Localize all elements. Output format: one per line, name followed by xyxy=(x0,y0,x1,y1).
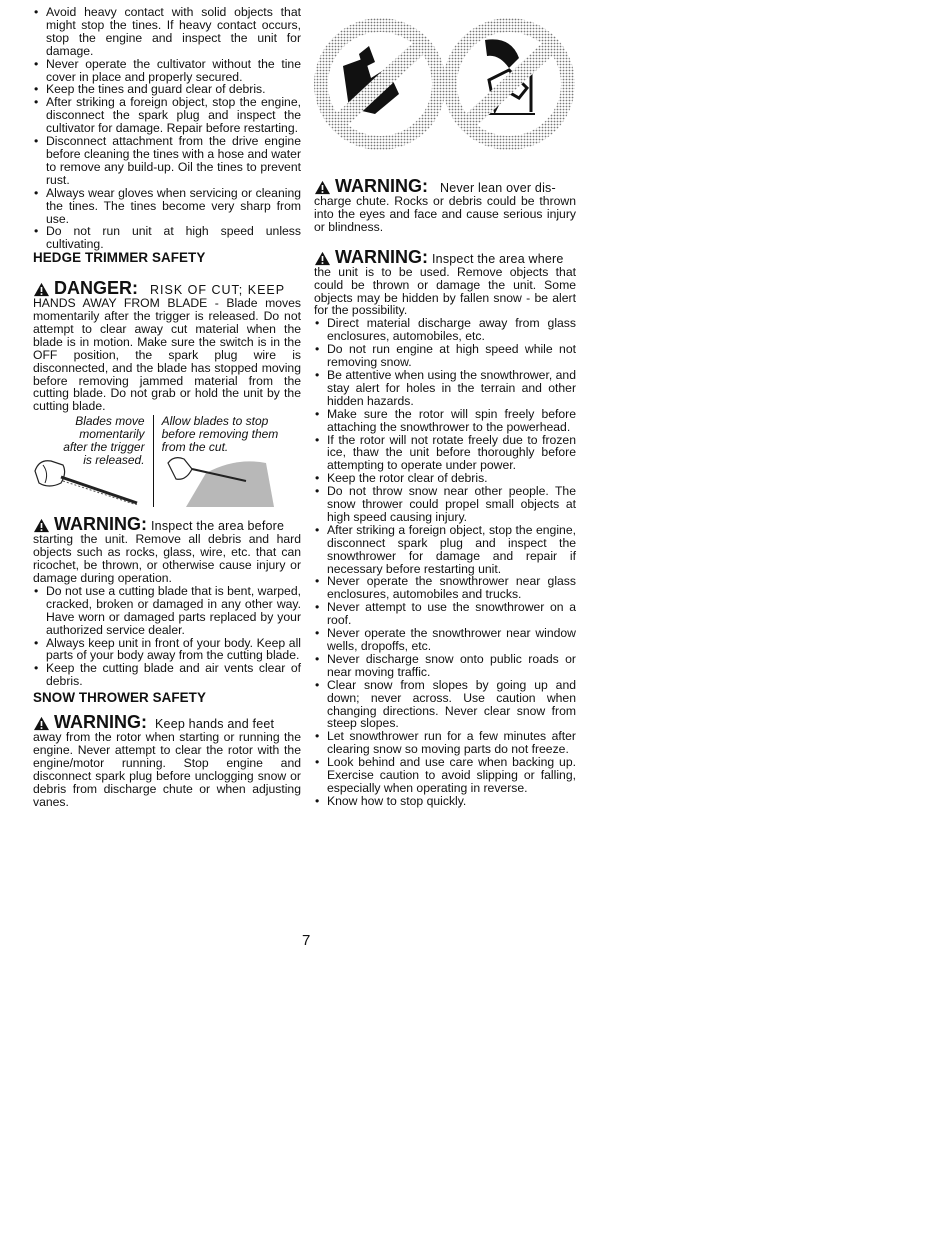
list-item: • Avoid heavy contact with solid objects that might stop the tines. If heavy contact occurs, stop the engine and inspect the unit for damage. xyxy=(33,6,301,58)
safety-alert-icon xyxy=(33,716,50,731)
list-item: • If the rotor will not rotate freely due to frozen ice, thaw the unit before thoroughly before attempting to operate under power. xyxy=(314,434,576,473)
list-item: • Always keep unit in front of your body. Keep all parts of your body away from the cutting blade. xyxy=(33,637,301,663)
page-number: 7 xyxy=(302,932,311,949)
warning-bullets xyxy=(33,585,301,688)
list-item: • Do not use a cutting blade that is bent, warped, cracked, broken or damaged in any other way. Have worn or damaged parts replaced by your authorized service dealer. xyxy=(33,585,301,637)
cultivator-bullets xyxy=(33,6,301,251)
list-item: • Never operate the snowthrower near glass enclosures, automobiles and trucks. xyxy=(314,575,576,601)
list-item: • Know how to stop quickly. xyxy=(314,795,576,808)
warning-body: charge chute. Rocks or debris could be thrown into the eyes and face and cause serious injury or blindness. xyxy=(314,194,576,234)
snow-thrower-bullets xyxy=(314,317,576,807)
safety-alert-icon xyxy=(33,518,50,533)
warning-signal xyxy=(314,248,576,266)
list-item: • Make sure the rotor will spin freely before attaching the snowthrower to the powerhead. xyxy=(314,408,576,434)
illustration-left xyxy=(33,415,154,507)
list-item: • Be attentive when using the snowthrower, and stay alert for holes in the terrain and other hidden hazards. xyxy=(314,369,576,408)
list-item: • Clear snow from slopes by going up and down; never across. Use caution when changing directions. Never clear snow from steep slopes. xyxy=(314,679,576,731)
warning-inspect-block xyxy=(33,515,301,688)
right-column xyxy=(314,177,576,808)
list-item: • Let snowthrower run for a few minutes after clearing snow so moving parts do not freeze. xyxy=(314,730,576,756)
warning-body: the unit is to be used. Remove objects that could be thrown or damage the unit. Some objects may be hidden by fallen snow - be alert for the possibility. xyxy=(314,264,576,318)
list-item: • Never attempt to use the snowthrower on a roof. xyxy=(314,601,576,627)
warning-lead: Never lean over dis- xyxy=(440,181,556,195)
warning-signal xyxy=(33,515,301,533)
left-column xyxy=(33,6,301,809)
list-item: • Never operate the cultivator without the tine cover in place and properly secured. xyxy=(33,58,301,84)
warning-word: WARNING: xyxy=(335,246,428,267)
danger-signal xyxy=(33,279,301,297)
warning-lead: Inspect the area before xyxy=(151,519,285,534)
warning-word: WARNING: xyxy=(54,514,147,535)
warning-signal xyxy=(33,713,301,731)
list-item: • Do not throw snow near other people. The snow thrower could propel small objects at high speed causing injury. xyxy=(314,485,576,524)
warning-word: WARNING: xyxy=(335,176,428,196)
list-item: • Disconnect attachment from the drive engine before cleaning the tines with a hose and water to remove any build-up. Oil the tines to prevent rust. xyxy=(33,135,301,187)
safety-alert-icon xyxy=(314,180,331,195)
hedge-trimmer-icon xyxy=(33,443,143,505)
warning-lean-block xyxy=(314,177,576,234)
warning-lead: Keep hands and feet xyxy=(155,717,275,732)
hedge-trimmer-heading: HEDGE TRIMMER SAFETY xyxy=(33,250,206,266)
danger-block xyxy=(33,279,301,413)
safety-alert-icon xyxy=(33,282,50,297)
hedge-trimmer-illustration-panel xyxy=(33,415,301,507)
safety-alert-icon xyxy=(314,251,331,266)
warning-area-block xyxy=(314,248,576,808)
list-item: • Direct material discharge away from glass enclosures, automobiles, etc. xyxy=(314,317,576,343)
illustration-right xyxy=(154,415,301,507)
illustration-caption-left: Blades move momentarily after the trigger is released. xyxy=(63,414,145,467)
list-item: • Look behind and use care when backing up. Exercise caution to avoid slipping or falling, especially when operating in reverse. xyxy=(314,756,576,795)
illustration-caption-right: Allow blades to stop before removing them from the cut. xyxy=(161,414,279,454)
warning-word: WARNING: xyxy=(54,712,147,733)
danger-lead: RISK OF CUT; KEEP xyxy=(150,283,286,298)
list-item: • After striking a foreign object, stop the engine, disconnect spark plug and inspect the snowthrower for damage and repair if necessary before restarting unit. xyxy=(314,524,576,576)
no-hands-sign-icon xyxy=(314,18,446,150)
list-item: • Never discharge snow onto public roads or near moving traffic. xyxy=(314,653,576,679)
list-item: • After striking a foreign object, stop the engine, disconnect the spark plug and inspect the cultivator for damage. Repair before restarting. xyxy=(33,96,301,135)
list-item: • Never operate the snowthrower near window wells, dropoffs, etc. xyxy=(314,627,576,653)
no-leaning-sign-icon xyxy=(443,18,575,150)
warning-body: starting the unit. Remove all debris and hard objects such as rocks, glass, wire, etc. that can ricochet, be thrown, or otherwise cause injury or damage during operation. xyxy=(33,532,301,585)
list-item: • Always wear gloves when servicing or cleaning the tines. The tines become very sharp from use. xyxy=(33,187,301,226)
trimmer-cut-icon xyxy=(166,453,286,509)
warning-rotor-block xyxy=(33,713,301,808)
list-item: • Keep the rotor clear of debris. xyxy=(314,472,576,485)
list-item: • Keep the tines and guard clear of debris. xyxy=(33,83,301,96)
snow-thrower-heading: SNOW THROWER SAFETY xyxy=(33,690,206,706)
warning-signal xyxy=(314,177,576,195)
danger-body: HANDS AWAY FROM BLADE - Blade moves momentarily after the trigger is released. Do not attempt to clear away cut material when the blade is in motion. Make sure the switch is in the OFF position, the spark plug wire is disconnected, and the blade has stopped moving before removing jammed material from the cutting blade. Do not grab or hold the unit by the cutting blade. xyxy=(33,296,301,414)
list-item: • Do not run unit at high speed unless cultivating. xyxy=(33,225,301,251)
danger-word: DANGER: xyxy=(54,278,138,299)
warning-body: away from the rotor when starting or running the engine. Never attempt to clear the rotor with the engine/motor running. Stop engine and disconnect spark plug before unclogging snow or debris from discharge chute or when adjusting vanes. xyxy=(33,730,301,809)
list-item: • Keep the cutting blade and air vents clear of debris. xyxy=(33,662,301,688)
prohibition-pictograms xyxy=(313,6,577,166)
list-item: • Do not run engine at high speed while not removing snow. xyxy=(314,343,576,369)
warning-lead: Inspect the area where xyxy=(432,251,564,266)
